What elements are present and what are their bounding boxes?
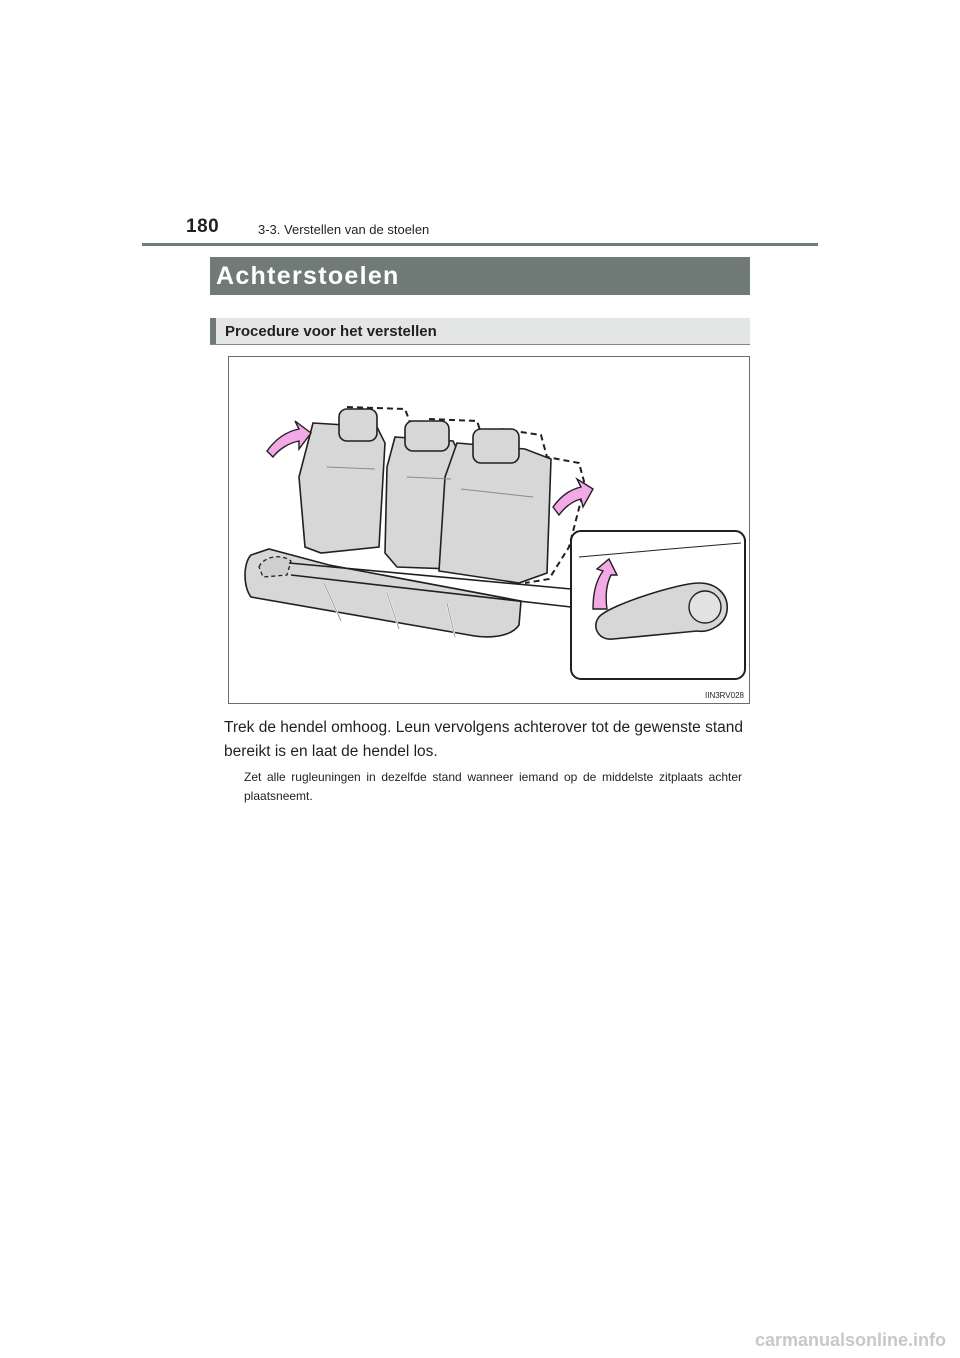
headrest-center [405,421,449,451]
seatback-right [439,443,551,583]
watermark: carmanualsonline.info [754,1330,946,1350]
page-number: 180 [186,216,220,237]
subsection-accent [210,318,216,344]
rear-seat-illustration [228,356,750,704]
header-divider [142,243,818,246]
subsection-title: Procedure voor het verstellen [225,322,437,340]
figure-code: IIN3RV028 [705,691,744,700]
headrest-left [339,409,377,441]
seatback-left [299,423,385,553]
subsection-title-bar [210,318,750,345]
headrest-right [473,429,519,463]
section-title: Achterstoelen [216,261,400,290]
note-text: Zet alle rugleuningen in dezelfde stand wanneer iemand op de middelste zitplaats achter plaatsneemt. [244,770,742,803]
section-title-bar [210,257,750,295]
section-breadcrumb: 3-3. Verstellen van de stoelen [258,222,430,237]
instruction-text: Trek de hendel omhoog. Leun vervolgens achterover tot de gewenste stand bereikt is en laat de hendel los. [224,719,744,760]
recline-arrow-left [267,421,311,457]
recline-arrow-right [553,479,593,515]
